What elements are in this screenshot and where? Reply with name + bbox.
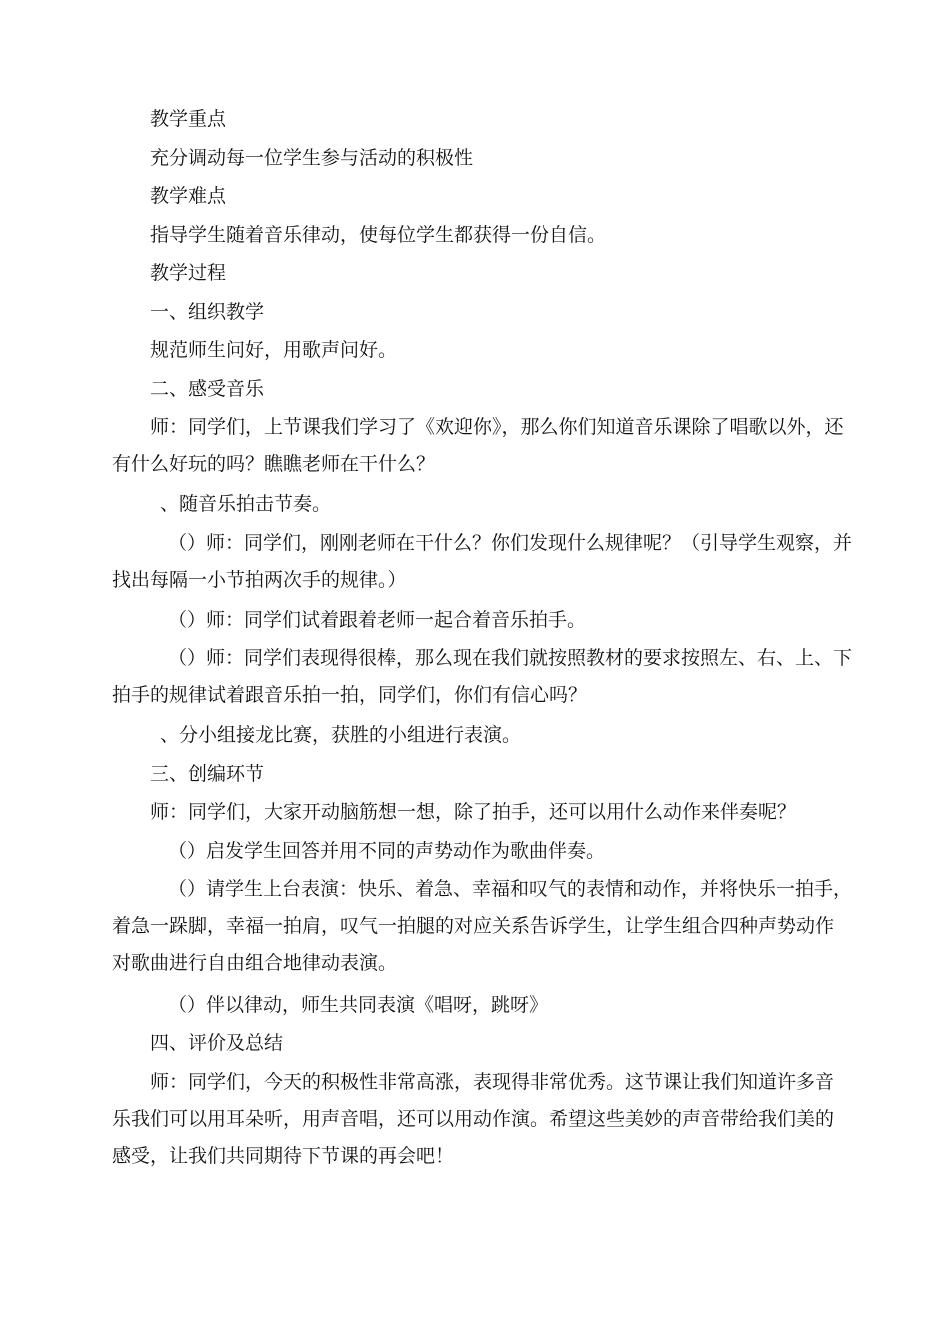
heading-teaching-difficulty: 教学难点 (150, 185, 227, 207)
section-heading-create: 三、创编环节 (150, 763, 265, 785)
list-item-clap-along: （）师：同学们试着跟着老师一起合着音乐拍手。 (168, 609, 587, 631)
paragraph-greeting: 规范师生问好，用歌声问好。 (150, 339, 398, 361)
heading-teaching-focus: 教学重点 (150, 108, 227, 130)
heading-teaching-process: 教学过程 (150, 262, 227, 284)
section-heading-evaluation: 四、评价及总结 (150, 1032, 284, 1054)
paragraph-difficulty-content: 指导学生随着音乐律动，使每位学生都获得一份自信。 (150, 224, 607, 246)
list-item-inspire-students: （）启发学生回答并用不同的声势动作为歌曲伴奏。 (168, 840, 606, 862)
list-item-stage-performance: （）请学生上台表演：快乐、着急、幸福和叹气的表情和动作，并将快乐一拍手，着急一跺脚，幸福一拍肩，叹气一拍腿的对应关系告诉学生，让学生组合四种声势动作对歌曲进行自由组合地律动表演。 (112, 878, 853, 974)
paragraph-focus-content: 充分调动每一位学生参与活动的积极性 (150, 147, 474, 169)
paragraph-summary: 师：同学们，今天的积极性非常高涨，表现得非常优秀。这节课让我们知道许多音乐我们可以用耳朵听，用声音唱，还可以用动作演。希望这些美妙的声音带给我们美的感受，让我们共同期待下节课的再会吧！ (112, 1071, 835, 1167)
list-item-observe-pattern: （）师：同学们，刚刚老师在干什么？你们发现什么规律呢？（引导学生观察，并找出每隔一小节拍两次手的规律。） (112, 532, 853, 591)
paragraph-teacher-question: 师：同学们，大家开动脑筋想一想，除了拍手，还可以用什么动作来伴奏呢？ (150, 801, 797, 823)
list-item-clap-directions: （）师：同学们表现得很棒，那么现在我们就按照教材的要求按照左、右、上、下拍手的规律试着跟音乐拍一拍，同学们，你们有信心吗？ (112, 647, 853, 706)
list-item-group-contest: 、分小组接龙比赛，获胜的小组进行表演。 (160, 724, 522, 746)
section-heading-organize: 一、组织教学 (150, 301, 265, 323)
section-heading-feel-music: 二、感受音乐 (150, 378, 265, 400)
list-item-perform-together: （）伴以律动，师生共同表演《唱呀，跳呀》 (168, 994, 549, 1016)
paragraph-teacher-intro: 师：同学们，上节课我们学习了《欢迎你》，那么你们知道音乐课除了唱歌以外，还有什么好玩的吗？瞧瞧老师在干什么？ (112, 416, 844, 475)
list-item-clap-rhythm: 、随音乐拍击节奏。 (160, 493, 332, 515)
